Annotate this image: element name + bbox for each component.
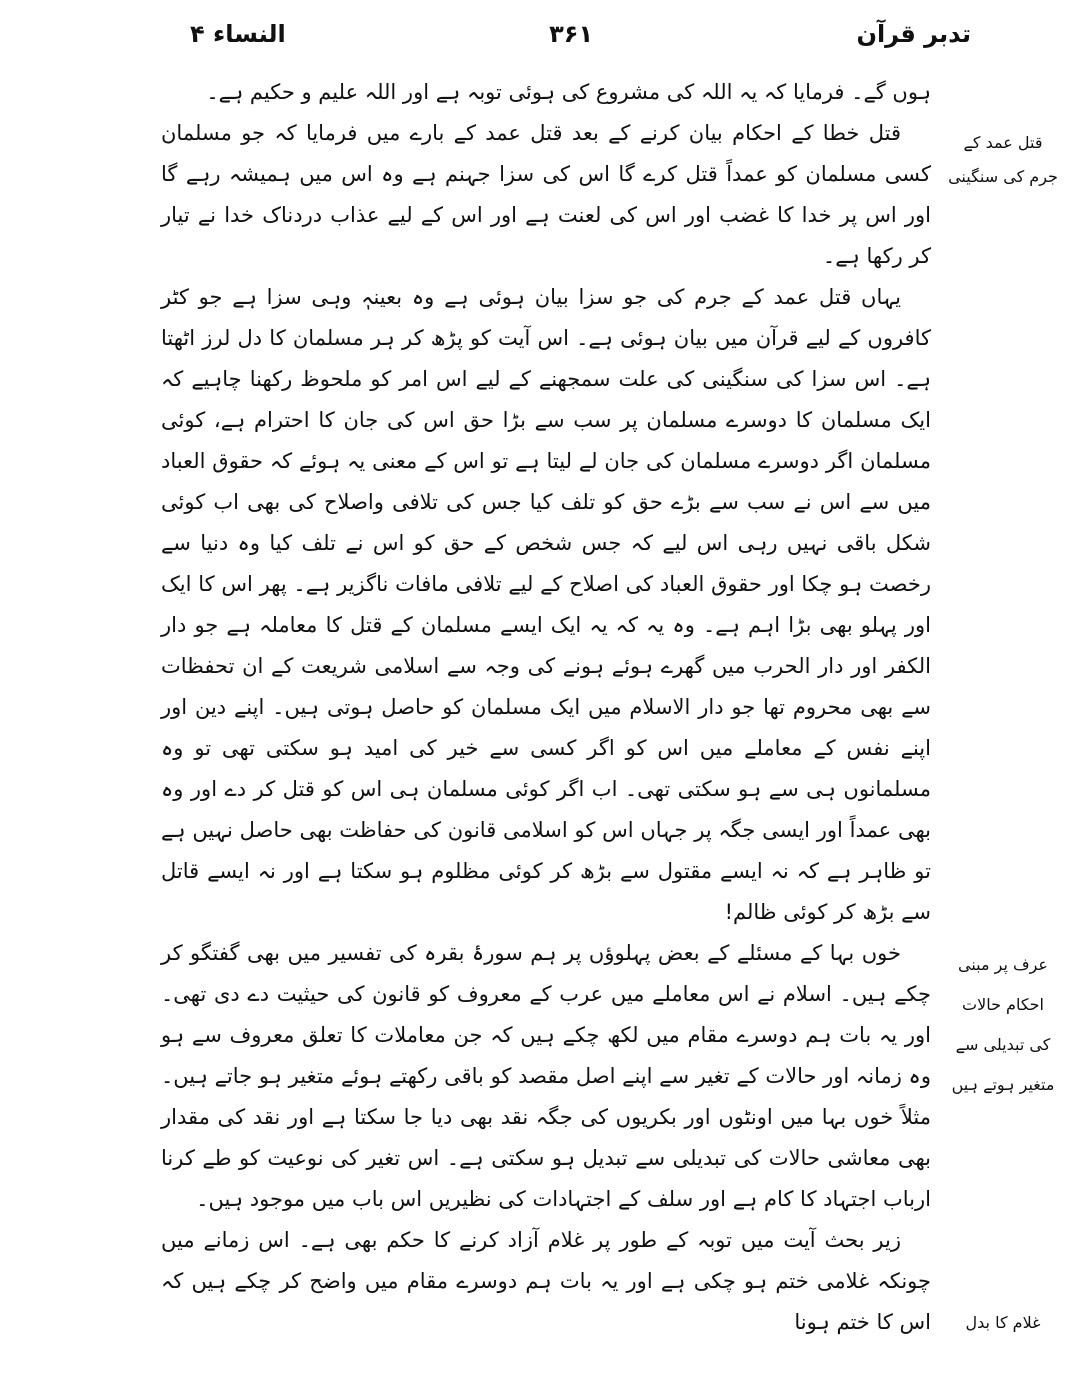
paragraph: زیر بحث آیت میں توبہ کے طور پر غلام آزاد کرنے کا حکم بھی ہے۔ اس زمانے میں چونکہ غلامی ختم ہو چکی ہے اور یہ بات ہم دوسرے مقام میں واضح کر چکے ہیں کہ اس کا ختم ہونا (161, 1228, 931, 1334)
paragraph: قتل خطا کے احکام بیان کرنے کے بعد قتل عمد کے بارے میں فرمایا کہ جو مسلمان کسی مسلمان کو عمداً قتل کرے گا اس کی سزا جہنم ہے وہ اس میں ہمیشہ رہے گا اور اس پر خدا کا غضب اور اس کی لعنت ہے اور اس کے لیے عذاب دردناک خدا نے تیار کر رکھا ہے۔ (161, 121, 931, 268)
margin-note-line: احکام حالات (962, 995, 1044, 1014)
margin-note (943, 132, 1063, 200)
margin-note (943, 1312, 1063, 1346)
margin-note-line: قتل عمد کے (963, 133, 1043, 152)
margin-note-line: عرف پر مبنی (958, 955, 1048, 974)
paragraph: ہوں گے۔ فرمایا کہ یہ اللہ کی مشروع کی ہوئی توبہ ہے اور اللہ علیم و حکیم ہے۔ (206, 80, 931, 104)
margin-note-line: غلام کا بدل (965, 1313, 1041, 1332)
paragraph: یہاں قتل عمد کے جرم کی جو سزا بیان ہوئی ہے وہ بعینہٖ وہی سزا ہے جو کٹر کافروں کے لیے قرآن میں بیان ہوئی ہے۔ اس آیت کو پڑھ کر ہر مسلمان کا دل لرز اٹھتا ہے۔ اس سزا کی سنگینی کی علت سمجھنے کے لیے اس امر کو ملحوظ رکھنا چاہیے کہ ایک مسلمان کا دوسرے مسلمان پر سب سے بڑا حق اس کی جان کا احترام ہے، کوئی مسلمان اگر دوسرے مسلمان کی جان لے لیتا ہے تو اس کے معنی یہ ہوئے کہ حقوق العباد میں سے اس نے سب سے بڑے حق کو تلف کیا جس کی تلافی واصلاح کی بھی اب کوئی شکل باقی نہیں رہی اس لیے کہ جس شخص کے حق کو اس نے تلف کیا وہ دنیا سے رخصت ہو چکا اور حقوق العباد کی اصلاح کے لیے تلافی مافات ناگزیر ہے۔ پھر اس کا ایک اور پہلو بھی بڑا اہم ہے۔ وہ یہ کہ یہ ایک ایسے مسلمان کے قتل کا معاملہ ہے جو دار الکفر اور دار الحرب میں گھرے ہوئے ہونے کی وجہ سے اسلامی شریعت کے ان تحفظات سے بھی محروم تھا جو دار الاسلام میں ایک مسلمان کو حاصل ہوتی ہیں۔ اپنے دین اور اپنے نفس کے معاملے میں اس کو اگر کسی سے خیر کی امید ہو سکتی تھی تو وہ مسلمانوں ہی سے ہو سکتی تھی۔ اب اگر کوئی مسلمان ہی اس کو قتل کر دے اور وہ بھی عمداً اور ایسی جگہ پر جہاں اس کو اسلامی قانون کی حفاظت بھی حاصل نہیں ہے تو ظاہر ہے کہ نہ ایسے مقتول سے بڑھ کر کوئی مظلوم ہو سکتا ہے اور نہ ایسے قاتل سے بڑھ کر کوئی ظالم! (161, 285, 931, 924)
surah-title: النساء ۴ (190, 20, 286, 48)
page-number: ۳۶۱ (549, 20, 594, 48)
margin-note-line: جرم کی سنگینی (948, 167, 1058, 186)
margin-note (943, 954, 1063, 1114)
page-header (190, 14, 971, 54)
body-text (161, 72, 931, 1343)
margin-note-line: متغیر ہوتے ہیں (951, 1075, 1055, 1094)
margin-note-line: کی تبدیلی سے (955, 1035, 1051, 1054)
paragraph: خوں بہا کے مسئلے کے بعض پہلوؤں پر ہم سورۂ بقرہ کی تفسیر میں بھی گفتگو کر چکے ہیں۔ اسلام نے اس معاملے میں عرب کے معروف کو قانون کی حیثیت دے دی تھی۔ اور یہ بات ہم دوسرے مقام میں لکھ چکے ہیں کہ جن معاملات کا تعلق معروف سے ہو وہ زمانہ اور حالات کے تغیر سے اپنے اصل مقصد کو باقی رکھتے ہوئے متغیر ہو جاتے ہیں۔ مثلاً خوں بہا میں اونٹوں اور بکریوں کی جگہ نقد بھی دیا جا سکتا ہے اور نقد کی مقدار بھی معاشی حالات کی تبدیلی سے تبدیل ہو سکتی ہے۔ اس تغیر کی نوعیت کو طے کرنا ارباب اجتہاد کا کام ہے اور سلف کے اجتہادات کی نظیریں اس باب میں موجود ہیں۔ (161, 941, 931, 1211)
book-title: تدبر قرآن (856, 20, 971, 48)
